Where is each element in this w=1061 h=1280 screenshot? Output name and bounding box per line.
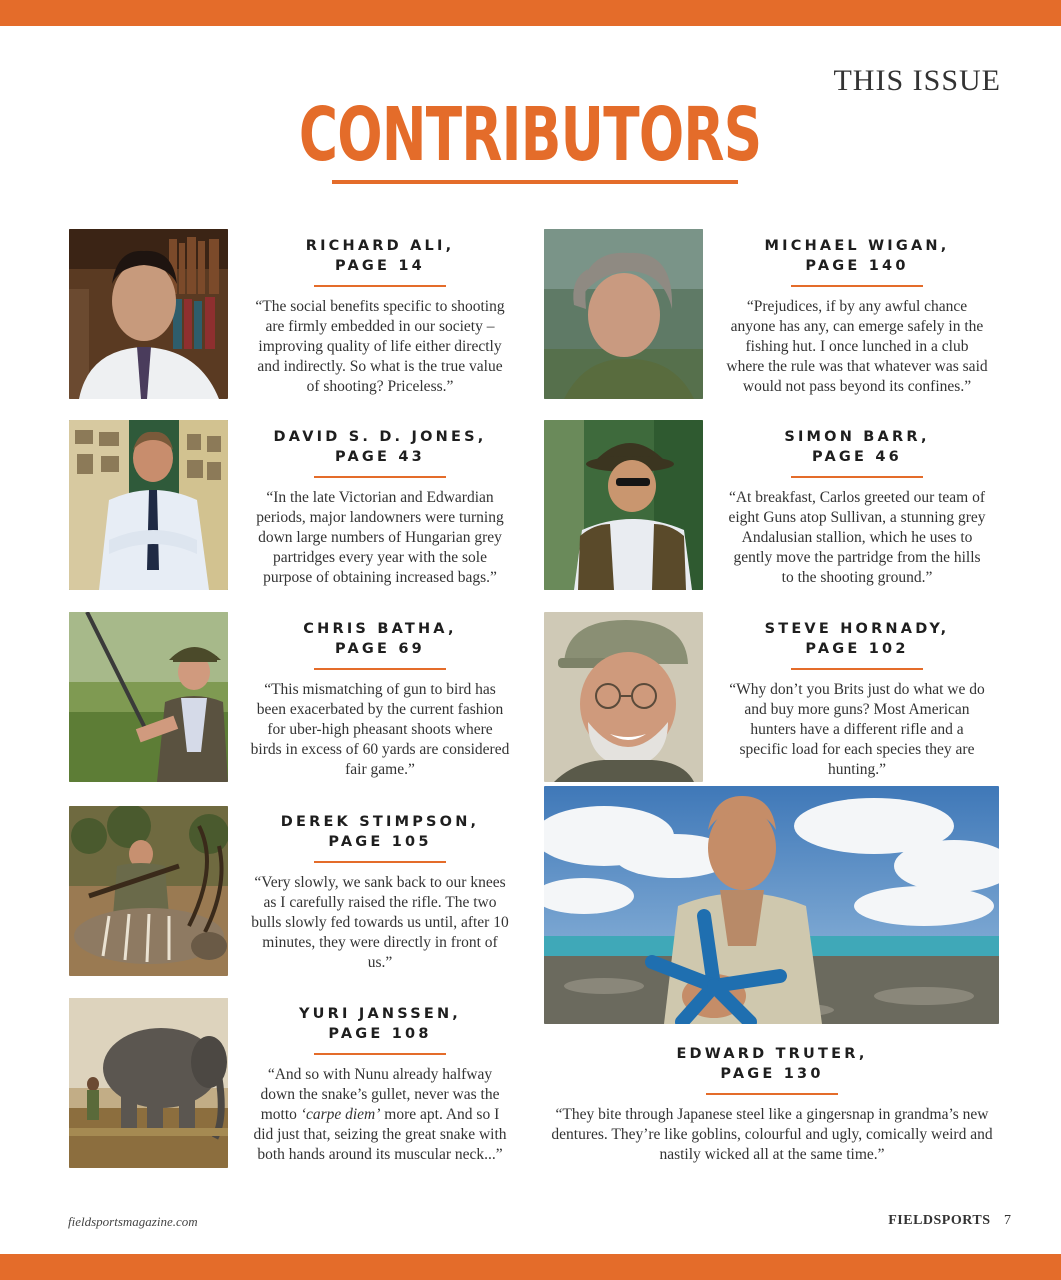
contributor-page: PAGE 69	[335, 641, 425, 657]
contributor-photo-chris-batha	[69, 612, 228, 782]
contributor-page: PAGE 105	[328, 834, 432, 850]
footer-website: fieldsportsmagazine.com	[68, 1214, 198, 1229]
quote-italic-motto: ‘carpe diem’	[300, 1106, 381, 1123]
contributor-entry-yuri-janssen	[250, 1004, 510, 1165]
contributor-photo-simon-barr	[544, 420, 703, 590]
contributor-name: EDWARD TRUTER,	[676, 1046, 868, 1062]
section-label: THIS ISSUE	[833, 64, 1001, 97]
contributor-quote: “In the late Victorian and Edwardian periods, major landowners were turning down large numbers of Hungarian grey partridges every year with the sole purpose of obtaining increased bags.”	[256, 489, 504, 586]
contributor-page: PAGE 102	[805, 641, 909, 657]
contributor-page: PAGE 130	[720, 1066, 824, 1082]
contributor-quote	[250, 1065, 510, 1165]
contributor-name: STEVE HORNADY,	[764, 621, 950, 637]
contributor-quote: “This mismatching of gun to bird has been exacerbated by the current fashion for uber-high pheasant shoots where birds in excess of 60 yards are considered fair game.”	[250, 681, 510, 778]
footer-folio	[888, 1213, 1011, 1229]
top-accent-bar	[0, 0, 1061, 26]
contributor-entry-simon-barr	[726, 427, 988, 588]
contributor-name: MICHAEL WIGAN,	[764, 238, 950, 254]
quote-text-after: more apt. And so I did just that, seizing the great snake with both hands around its muscular neck...”	[253, 1106, 507, 1163]
name-underline	[314, 476, 446, 478]
name-underline	[314, 285, 446, 287]
contributor-page: PAGE 108	[328, 1026, 432, 1042]
contributor-quote: “They bite through Japanese steel like a gingersnap in grandma’s new dentures. They’re like goblins, colourful and ugly, comically weird and nastily wicked all at the same time.”	[551, 1106, 993, 1163]
contributor-page: PAGE 14	[335, 258, 425, 274]
contributor-entry-chris-batha	[250, 619, 510, 780]
contributor-photo-steve-hornady	[544, 612, 703, 782]
contributor-page: PAGE 43	[335, 449, 425, 465]
contributor-name: RICHARD ALI,	[305, 238, 455, 254]
name-underline	[314, 861, 446, 863]
title-underline	[332, 180, 738, 184]
contributor-entry-david-jones	[250, 427, 510, 588]
contributor-entry-derek-stimpson	[250, 812, 510, 973]
name-underline	[791, 668, 923, 670]
contributor-photo-richard-ali	[69, 229, 228, 399]
name-underline	[791, 285, 923, 287]
contributor-photo-david-jones	[69, 420, 228, 590]
contributor-photo-edward-truter	[544, 786, 999, 1024]
contributor-name: YURI JANSSEN,	[298, 1006, 462, 1022]
contributor-name: CHRIS BATHA,	[303, 621, 457, 637]
contributor-quote: “At breakfast, Carlos greeted our team of eight Guns atop Sullivan, a stunning grey Andalusian stallion, which he uses to gently move the partridge from the hills to the shooting ground.”	[728, 489, 986, 586]
contributor-photo-yuri-janssen	[69, 998, 228, 1168]
name-underline	[791, 476, 923, 478]
footer-page-number: 7	[1004, 1213, 1011, 1228]
name-underline	[314, 1053, 446, 1055]
quote-text-before: “And so with Nunu already halfway down the snake’s gullet, never was the motto	[260, 1066, 500, 1123]
footer-brand: FIELDSPORTS	[888, 1213, 991, 1228]
contributor-photo-derek-stimpson	[69, 806, 228, 976]
contributor-entry-richard-ali	[250, 236, 510, 397]
contributor-name: DEREK STIMPSON,	[280, 814, 480, 830]
title-wrapper	[0, 92, 1061, 178]
contributor-entry-steve-hornady	[726, 619, 988, 780]
name-underline	[314, 668, 446, 670]
contributor-photo-michael-wigan	[544, 229, 703, 399]
contributor-quote: “Why don’t you Brits just do what we do and buy more guns? Most American hunters have a different rifle and a specific load for each species they are hunting.”	[729, 681, 985, 778]
contributor-entry-edward-truter	[550, 1044, 994, 1165]
contributor-name: SIMON BARR,	[784, 429, 930, 445]
contributor-name: DAVID S. D. JONES,	[273, 429, 487, 445]
page-title: CONTRIBUTORS	[299, 92, 762, 178]
bottom-accent-bar	[0, 1254, 1061, 1280]
contributor-page: PAGE 46	[812, 449, 902, 465]
contributor-quote: “The social benefits specific to shooting are firmly embedded in our society – improving quality of life either directly and indirectly. So what is the true value of shooting? Priceless.”	[255, 298, 505, 395]
contributor-entry-michael-wigan	[726, 236, 988, 397]
contributor-quote: “Prejudices, if by any awful chance anyone has any, can emerge safely in the fishing hut. I once lunched in a club where the rule was that whatever was said would not pass beyond its confines.”	[726, 298, 988, 395]
contributor-quote: “Very slowly, we sank back to our knees as I carefully raised the rifle. The two bulls slowly fed towards us until, after 10 minutes, they were directly in front of us.”	[251, 874, 509, 971]
contributor-page: PAGE 140	[805, 258, 909, 274]
name-underline	[706, 1093, 838, 1095]
